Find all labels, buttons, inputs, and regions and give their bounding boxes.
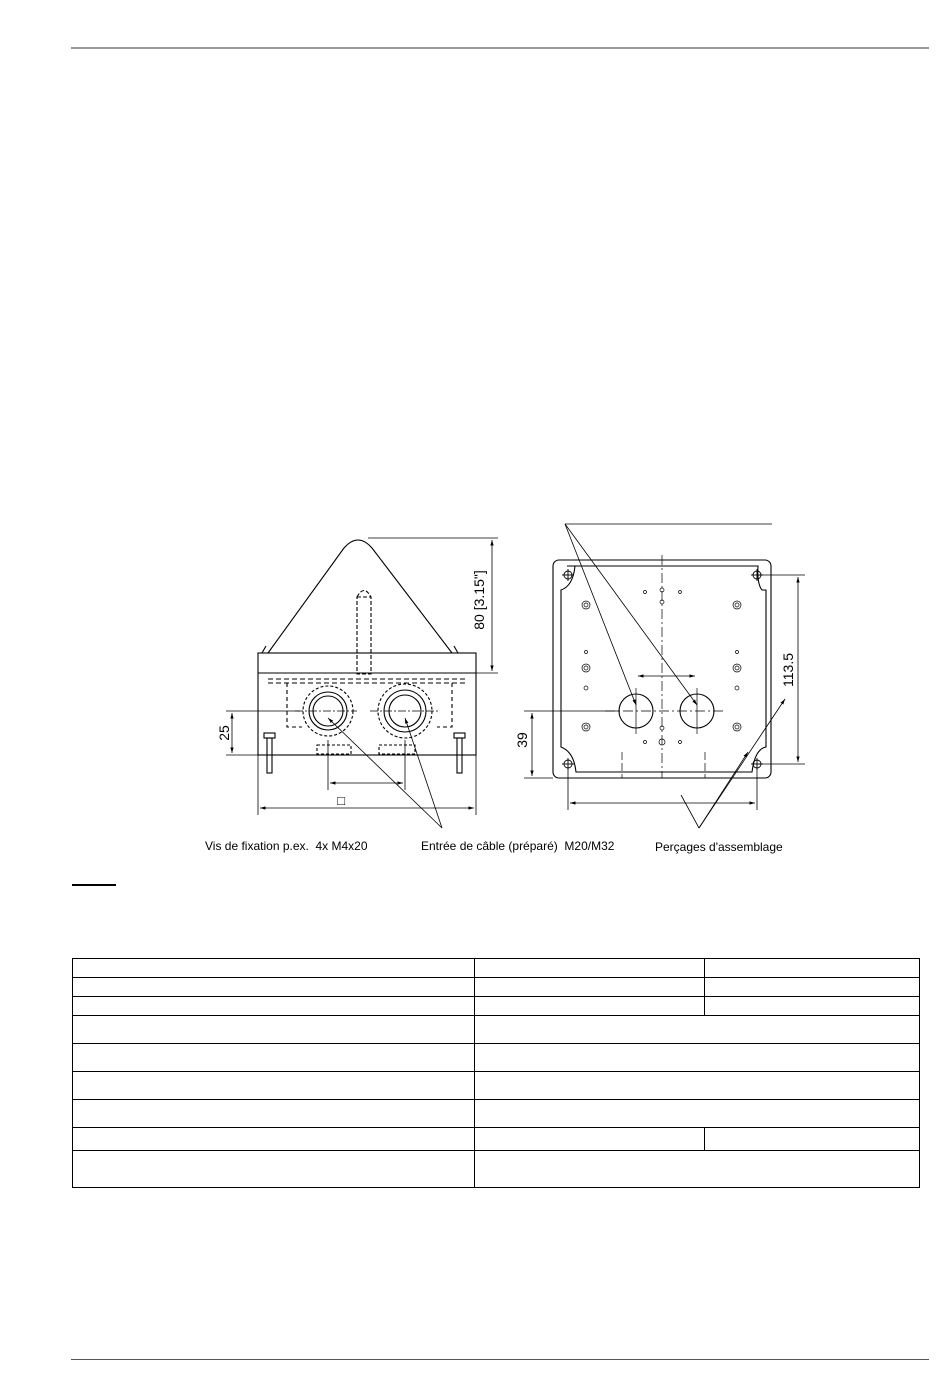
- section-underline: [72, 884, 116, 886]
- table-cell: [73, 978, 475, 997]
- table-cell: [73, 1151, 475, 1188]
- label-assembly-holes: Perçages d'assemblage: [655, 840, 783, 854]
- label-cable-entry: Entrée de câble (préparé) M20/M32: [421, 839, 615, 853]
- back-dimensions: [524, 575, 805, 810]
- spec-table: [72, 958, 920, 1188]
- table-cell: [475, 978, 705, 997]
- back-gland-height-dim: 39: [514, 732, 530, 748]
- table-row: [73, 1128, 920, 1151]
- table-cell: [475, 1100, 920, 1128]
- table-row: [73, 959, 920, 978]
- table-cell: [73, 1016, 475, 1044]
- table-cell: [705, 1128, 920, 1151]
- table-cell: [475, 1072, 920, 1100]
- table-row: [73, 997, 920, 1016]
- table-cell: [73, 997, 475, 1016]
- table-row: [73, 1016, 920, 1044]
- table-cell: [73, 1044, 475, 1072]
- back-view: [553, 555, 771, 778]
- table-cell: [73, 959, 475, 978]
- table-cell: [475, 1151, 920, 1188]
- table-cell: [475, 1044, 920, 1072]
- table-cell: [705, 978, 920, 997]
- table-cell: [475, 997, 705, 1016]
- table-row: [73, 1151, 920, 1188]
- table-cell: [705, 997, 920, 1016]
- table-cell: [475, 1128, 705, 1151]
- footer-rule: [71, 1359, 929, 1360]
- table-row: [73, 1072, 920, 1100]
- front-view: [258, 540, 476, 773]
- dimension-texts: [205, 570, 796, 854]
- square-symbol: □: [337, 793, 345, 808]
- table-cell: [475, 959, 705, 978]
- leader-lines: [328, 524, 785, 828]
- table-cell: [73, 1072, 475, 1100]
- table-cell: [475, 1016, 920, 1044]
- front-height-dim: 80 [3.15"]: [471, 570, 487, 630]
- table-cell: [705, 959, 920, 978]
- back-hole-spacing-dim: 113.5: [780, 653, 796, 687]
- label-fixing-screws: Vis de fixation p.ex. 4x M4x20: [205, 839, 368, 853]
- front-gland-height-dim: 25: [216, 725, 232, 741]
- table-row: [73, 1100, 920, 1128]
- table-cell: [73, 1128, 475, 1151]
- table-row: [73, 978, 920, 997]
- table-cell: [73, 1100, 475, 1128]
- table-row: [73, 1044, 920, 1072]
